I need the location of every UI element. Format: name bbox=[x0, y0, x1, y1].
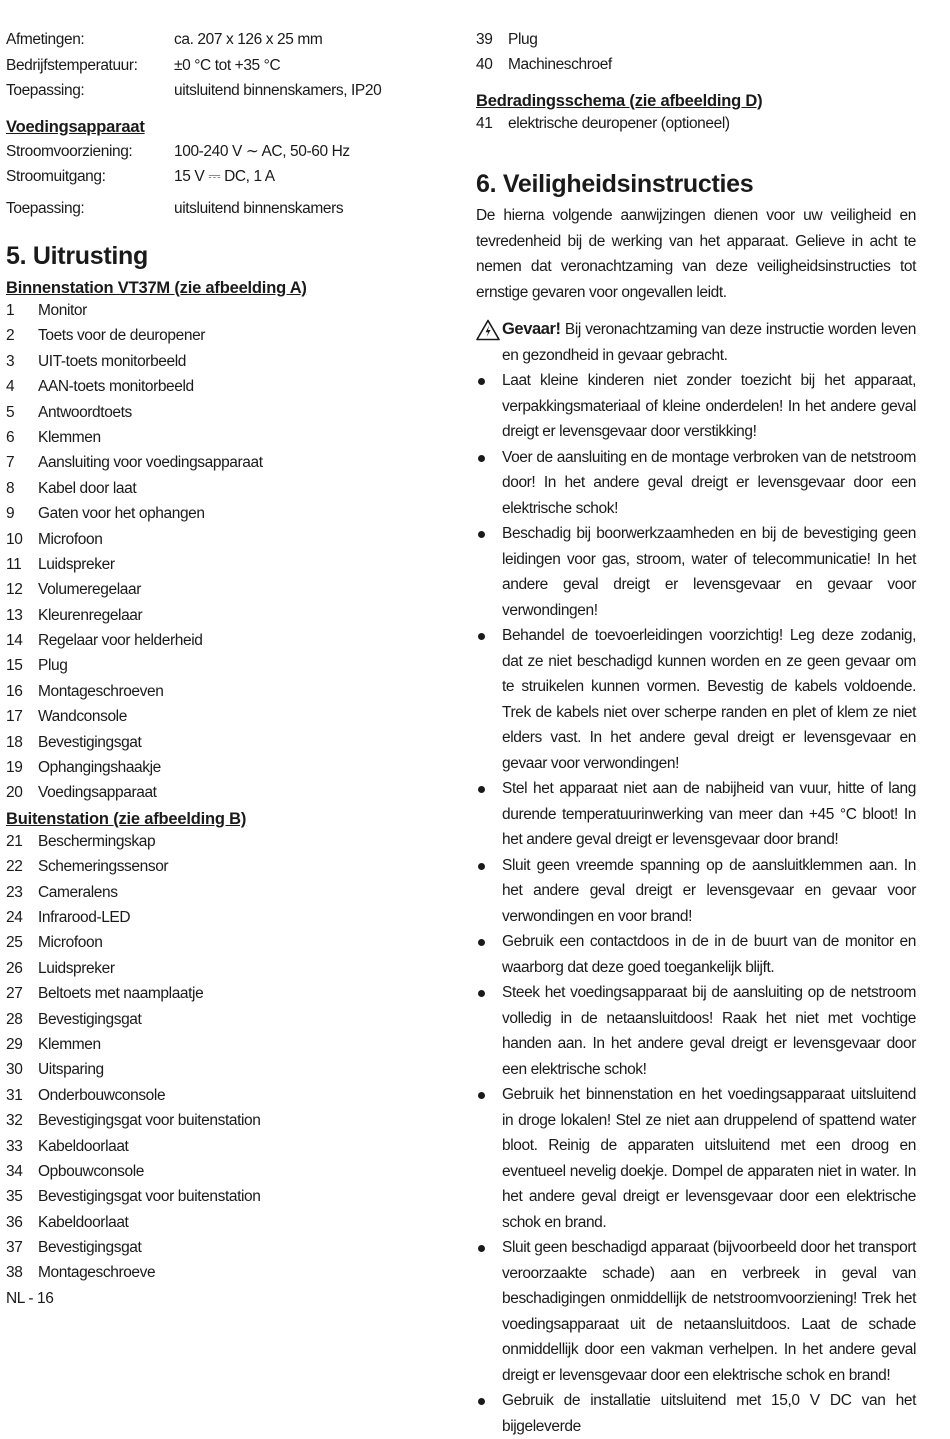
bullet-text: Laat kleine kinderen niet zonder toezicht bij het apparaat, verpakkingsmateriaal of kleine onderdelen! In het andere geval dreigt er levensgevaar door verstikking! bbox=[502, 372, 916, 441]
safety-intro: De hierna volgende aanwijzingen dienen voor uw veiligheid en tevredenheid bij de werking van het apparaat. Gelieve in acht te nemen dat veronachtzaming van deze veiligheidsinstructies tot ernstige gevaren voor ongevallen leidt. bbox=[476, 207, 916, 301]
spec-row bbox=[6, 139, 446, 165]
continued-parts-list bbox=[476, 27, 916, 78]
item-number: 30 bbox=[6, 1061, 23, 1079]
list-item bbox=[6, 1083, 446, 1108]
item-label: Bevestigingsgat bbox=[38, 1010, 142, 1028]
list-item bbox=[6, 476, 446, 501]
bullet-icon bbox=[478, 1398, 485, 1405]
wiring-parts-list bbox=[476, 111, 916, 136]
list-item bbox=[6, 298, 446, 323]
item-label: Klemmen bbox=[38, 1035, 101, 1053]
high-voltage-warning-icon bbox=[476, 319, 500, 341]
item-number: 24 bbox=[6, 908, 23, 926]
spec-value: ±0 °C tot +35 °C bbox=[174, 56, 281, 74]
item-number: 13 bbox=[6, 606, 23, 624]
right-column bbox=[476, 0, 916, 1439]
item-number: 15 bbox=[6, 657, 23, 675]
bullet-icon bbox=[478, 633, 485, 640]
item-label: Uitsparing bbox=[38, 1061, 104, 1079]
item-label: Opbouwconsole bbox=[38, 1162, 144, 1180]
item-label: Microfoon bbox=[38, 934, 103, 952]
spec-row bbox=[6, 196, 446, 222]
item-number: 41 bbox=[476, 114, 493, 132]
item-number: 27 bbox=[6, 985, 23, 1003]
item-number: 25 bbox=[6, 934, 23, 952]
item-label: Regelaar voor helderheid bbox=[38, 632, 203, 650]
list-item bbox=[476, 52, 916, 77]
list-item bbox=[6, 905, 446, 930]
item-label: UIT-toets monitorbeeld bbox=[38, 352, 186, 370]
spec-label: Toepassing: bbox=[6, 199, 85, 217]
left-column bbox=[6, 0, 446, 1311]
item-label: Plug bbox=[38, 657, 68, 675]
spec-value: 15 V ⎓ DC, 1 A bbox=[174, 168, 275, 185]
item-number: 3 bbox=[6, 352, 15, 370]
bullet-text: Voer de aansluiting en de montage verbroken van de netstroom door! In het andere geval dreigt er levensgevaar door een elektrische schok! bbox=[502, 448, 916, 517]
spec-row bbox=[6, 78, 446, 104]
list-item bbox=[6, 1134, 446, 1159]
list-item bbox=[6, 880, 446, 905]
item-number: 38 bbox=[6, 1264, 23, 1282]
list-item bbox=[6, 1159, 446, 1184]
list-item bbox=[6, 755, 446, 780]
list-item bbox=[6, 854, 446, 879]
item-label: Luidspreker bbox=[38, 959, 115, 977]
list-item bbox=[6, 1108, 446, 1133]
spec-label: Bedrijfstemperatuur: bbox=[6, 56, 138, 74]
list-item bbox=[6, 628, 446, 653]
spec-label: Afmetingen: bbox=[6, 31, 85, 48]
bullet-icon bbox=[478, 863, 485, 870]
list-item bbox=[6, 527, 446, 552]
spec-row bbox=[6, 27, 446, 53]
list-item bbox=[6, 577, 446, 602]
item-label: Monitor bbox=[38, 302, 87, 319]
bullet-text: Gebruik het binnenstation en het voedingsapparaat uitsluitend in droge lokalen! Stel ze niet aan druppelend of spattend water bloot. Reinig de apparaten uitsluitend met een droog en eventueel nevelig doekje. Dompel de apparaten niet in water. In het andere geval dreigt er levensgevaar door een elektrische schok en brand. bbox=[502, 1086, 916, 1231]
safety-bullet-item bbox=[476, 368, 916, 445]
item-number: 9 bbox=[6, 505, 15, 523]
safety-bullet-item bbox=[476, 853, 916, 930]
item-label: elektrische deuropener (optioneel) bbox=[508, 114, 730, 132]
list-item bbox=[6, 730, 446, 755]
item-label: Kleurenregelaar bbox=[38, 606, 143, 624]
item-label: Infrarood-LED bbox=[38, 908, 131, 926]
list-item bbox=[6, 400, 446, 425]
spec-row bbox=[6, 53, 446, 79]
safety-bullet-item bbox=[476, 776, 916, 853]
bullet-text: Stel het apparaat niet aan de nabijheid van vuur, hitte of lang durende temperatuurinwerking van meer dan +45 °C bloot! In het andere geval dreigt er levensgevaar door brand! bbox=[502, 780, 916, 849]
safety-bullet-item bbox=[476, 1388, 916, 1439]
item-number: 1 bbox=[6, 302, 15, 319]
item-number: 19 bbox=[6, 759, 23, 777]
item-label: Kabeldoorlaat bbox=[38, 1213, 129, 1231]
list-item bbox=[6, 603, 446, 628]
bullet-text: Beschadig bij boorwerkzaamheden en bij de bevestiging geen leidingen voor gas, stroom, water of telecommunicatie! In het andere geval dreigt er levensgevaar en gevaar voor verwondingen! bbox=[502, 525, 916, 619]
bullet-icon bbox=[478, 378, 485, 385]
item-label: Bevestigingsgat bbox=[38, 733, 142, 751]
item-label: Kabeldoorlaat bbox=[38, 1137, 129, 1155]
item-number: 14 bbox=[6, 632, 23, 650]
list-item bbox=[6, 552, 446, 577]
item-label: AAN-toets monitorbeeld bbox=[38, 378, 194, 396]
list-item bbox=[6, 780, 446, 805]
item-label: Montageschroeve bbox=[38, 1264, 156, 1282]
safety-bullet-item bbox=[476, 623, 916, 776]
bullet-icon bbox=[478, 1245, 485, 1252]
safety-bullet-item bbox=[476, 980, 916, 1082]
spec-value: uitsluitend binnenskamers, IP20 bbox=[174, 82, 382, 99]
item-label: Cameralens bbox=[38, 883, 118, 901]
item-number: 34 bbox=[6, 1162, 23, 1180]
bullet-text: Gebruik de installatie uitsluitend met 15,0 V DC van het bijgeleverde bbox=[502, 1392, 916, 1435]
item-number: 29 bbox=[6, 1035, 23, 1053]
indoor-parts-list bbox=[6, 298, 446, 806]
safety-bullet-item bbox=[476, 1235, 916, 1388]
bullet-text: Sluit geen beschadigd apparaat (bijvoorbeeld door het transport veroorzaakte schade) aan en verbreek in geval van beschadigingen onmiddellijk de netstroomvoorziening! Trek het voedingsapparaat uit de netaansluitdoos. Laat de schade onmiddellijk door een vakman verhelpen. In het andere geval dreigt er levensgevaar door een elektrische schok en brand! bbox=[502, 1239, 916, 1384]
general-specs bbox=[6, 27, 446, 104]
list-item bbox=[6, 1260, 446, 1285]
item-label: Beschermingskap bbox=[38, 832, 156, 850]
spec-row bbox=[6, 164, 446, 190]
spec-label: Toepassing: bbox=[6, 82, 85, 99]
bullet-icon bbox=[478, 455, 485, 462]
item-label: Aansluiting voor voedingsapparaat bbox=[38, 454, 263, 472]
bullet-icon bbox=[478, 1092, 485, 1099]
power-supply-heading: Voedingsapparaat bbox=[6, 117, 145, 136]
bullet-icon bbox=[478, 531, 485, 538]
section-5-title: 5. Uitrusting bbox=[6, 242, 148, 270]
danger-text: Bij veronachtzaming van deze instructie worden leven en gezondheid in gevaar gebracht. bbox=[502, 321, 916, 364]
list-item bbox=[6, 704, 446, 729]
outdoor-parts-list bbox=[6, 829, 446, 1286]
item-number: 22 bbox=[6, 858, 23, 876]
item-label: Bevestigingsgat voor buitenstation bbox=[38, 1112, 261, 1130]
list-item bbox=[6, 1057, 446, 1082]
safety-bullet-item bbox=[476, 521, 916, 623]
item-number: 32 bbox=[6, 1112, 23, 1130]
item-number: 36 bbox=[6, 1213, 23, 1231]
item-label: Microfoon bbox=[38, 530, 103, 548]
indoor-station-heading: Binnenstation VT37M (zie afbeelding A) bbox=[6, 279, 307, 297]
bullet-text: Gebruik een contactdoos in de in de buurt van de monitor en waarborg dat deze goed toegankelijk blijft. bbox=[502, 933, 916, 976]
list-item bbox=[6, 1235, 446, 1260]
list-item bbox=[6, 829, 446, 854]
item-label: Bevestigingsgat voor buitenstation bbox=[38, 1188, 261, 1206]
safety-bullet-item bbox=[476, 1082, 916, 1235]
safety-bullet-item bbox=[476, 929, 916, 980]
item-label: Volumeregelaar bbox=[38, 581, 141, 599]
item-number: 35 bbox=[6, 1188, 23, 1206]
section-6-title: 6. Veiligheidsinstructies bbox=[476, 170, 754, 199]
spec-value: 100-240 V ∼ AC, 50-60 Hz bbox=[174, 142, 350, 160]
list-item bbox=[6, 653, 446, 678]
list-item bbox=[476, 111, 916, 136]
item-number: 21 bbox=[6, 832, 23, 850]
bullet-icon bbox=[478, 786, 485, 793]
item-label: Luidspreker bbox=[38, 555, 115, 573]
list-item bbox=[6, 374, 446, 399]
list-item bbox=[6, 425, 446, 450]
bullet-icon bbox=[478, 990, 485, 997]
power-supply-specs bbox=[6, 139, 446, 222]
list-item bbox=[6, 930, 446, 955]
item-number: 23 bbox=[6, 883, 23, 901]
item-label: Toets voor de deuropener bbox=[38, 327, 206, 345]
list-item bbox=[6, 1184, 446, 1209]
page-number: NL - 16 bbox=[6, 1289, 54, 1307]
item-label: Beltoets met naamplaatje bbox=[38, 985, 204, 1003]
wiring-diagram-heading: Bedradingsschema (zie afbeelding D) bbox=[476, 91, 763, 110]
item-number: 11 bbox=[6, 555, 22, 573]
item-label: Ophangingshaakje bbox=[38, 759, 161, 777]
item-number: 39 bbox=[476, 31, 493, 48]
item-number: 33 bbox=[6, 1137, 23, 1155]
item-number: 6 bbox=[6, 428, 15, 446]
item-number: 2 bbox=[6, 327, 15, 345]
spec-label: Stroomvoorziening: bbox=[6, 142, 133, 160]
item-number: 17 bbox=[6, 708, 23, 726]
safety-bullet-list bbox=[476, 368, 916, 1439]
list-item bbox=[6, 981, 446, 1006]
outdoor-station-heading: Buitenstation (zie afbeelding B) bbox=[6, 809, 247, 828]
list-item bbox=[6, 1210, 446, 1235]
item-label: Klemmen bbox=[38, 428, 101, 446]
bullet-text: Steek het voedingsapparaat bij de aansluiting op de netstroom volledig in de netaansluitdoos! Raak het niet met vochtige handen aan. In het andere geval dreigt er levensgevaar door een elektrische schok! bbox=[502, 984, 916, 1078]
bullet-text: Behandel de toevoerleidingen voorzichtig! Leg deze zodanig, dat ze niet beschadigd kunnen worden en ze geen gevaar om te struikelen kunnen vormen. Bevestig de kabels voldoende. Trek de kabels niet over scherpe randen en plet of klem ze niet elders vast. In het andere geval dreigt er levensgevaar en gevaar voor verwondingen! bbox=[502, 627, 916, 772]
item-number: 26 bbox=[6, 959, 23, 977]
danger-word: Gevaar! bbox=[502, 320, 561, 339]
item-number: 18 bbox=[6, 733, 23, 751]
item-number: 31 bbox=[6, 1086, 23, 1104]
item-number: 8 bbox=[6, 479, 15, 497]
item-number: 7 bbox=[6, 454, 15, 472]
list-item bbox=[6, 349, 446, 374]
list-item bbox=[6, 1007, 446, 1032]
item-label: Voedingsapparaat bbox=[38, 784, 157, 802]
item-label: Wandconsole bbox=[38, 708, 127, 726]
danger-notice bbox=[476, 317, 916, 368]
list-item bbox=[6, 679, 446, 704]
item-number: 20 bbox=[6, 784, 23, 802]
item-number: 37 bbox=[6, 1239, 23, 1257]
spec-value: uitsluitend binnenskamers bbox=[174, 199, 344, 217]
item-label: Schemeringssensor bbox=[38, 858, 169, 876]
list-item bbox=[6, 956, 446, 981]
bullet-text: Sluit geen vreemde spanning op de aansluitklemmen aan. In het andere geval dreigt er levensgevaar en gevaar voor verwondingen en voor brand! bbox=[502, 856, 916, 925]
list-item bbox=[476, 27, 916, 52]
safety-bullet-item bbox=[476, 445, 916, 522]
item-number: 4 bbox=[6, 378, 15, 396]
list-item bbox=[6, 501, 446, 526]
item-label: Bevestigingsgat bbox=[38, 1239, 142, 1257]
item-label: Kabel door laat bbox=[38, 479, 137, 497]
list-item bbox=[6, 1032, 446, 1057]
item-number: 40 bbox=[476, 56, 493, 74]
item-number: 16 bbox=[6, 682, 23, 700]
item-label: Gaten voor het ophangen bbox=[38, 505, 205, 523]
list-item bbox=[6, 323, 446, 348]
item-number: 5 bbox=[6, 403, 15, 421]
list-item bbox=[6, 450, 446, 475]
item-label: Plug bbox=[508, 31, 538, 48]
bullet-icon bbox=[478, 939, 485, 946]
item-label: Machineschroef bbox=[508, 56, 612, 74]
item-number: 28 bbox=[6, 1010, 23, 1028]
spec-label: Stroomuitgang: bbox=[6, 168, 106, 185]
item-number: 12 bbox=[6, 581, 23, 599]
spec-value: ca. 207 x 126 x 25 mm bbox=[174, 31, 323, 48]
item-label: Montageschroeven bbox=[38, 682, 164, 700]
item-label: Onderbouwconsole bbox=[38, 1086, 166, 1104]
item-label: Antwoordtoets bbox=[38, 403, 132, 421]
item-number: 10 bbox=[6, 530, 23, 548]
